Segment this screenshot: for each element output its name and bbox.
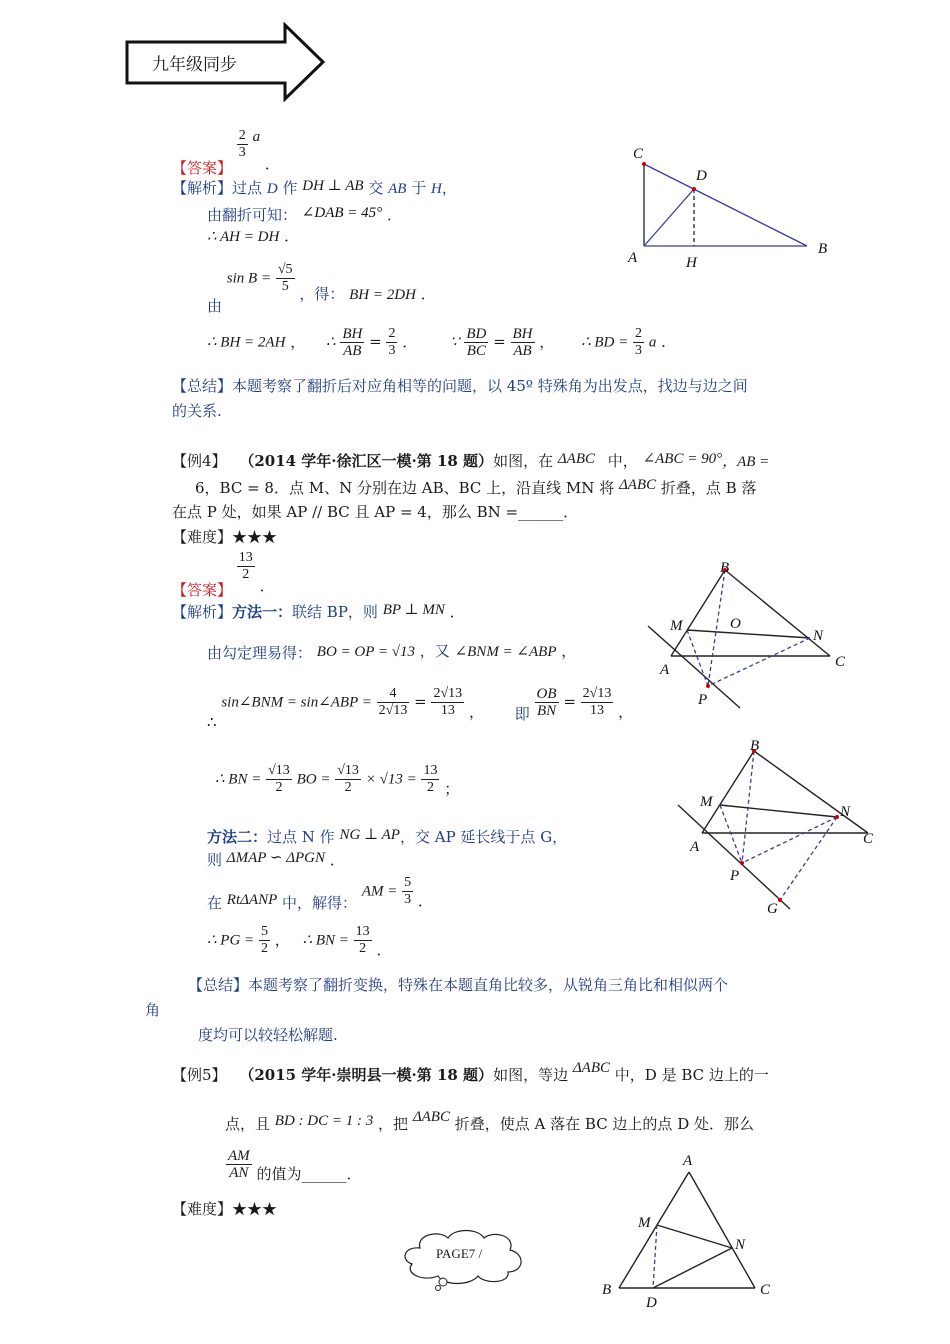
- sin-b-fraction: $\frac{√5}{5}$: [277, 262, 293, 294]
- fig2-label-a: A: [660, 662, 670, 678]
- label-c: C: [633, 146, 644, 162]
- fig3-label-g: G: [767, 901, 778, 917]
- fig3-label-b: B: [750, 738, 760, 754]
- fig3-label-p: P: [730, 868, 740, 884]
- fig4-label-c: C: [760, 1282, 771, 1298]
- example-4-difficulty: 【难度】★★★: [172, 528, 278, 546]
- fig4-label-b: B: [602, 1282, 612, 1298]
- summary-2-line2: 度均可以较轻松解题.: [198, 1026, 338, 1044]
- summary-2: 【总结】本题考察了翻折变换，特殊在本题直角比较多，从锐角三角比和相似两个: [188, 976, 729, 994]
- figure-1-right-triangle: [620, 140, 840, 275]
- fig3-label-m: M: [700, 794, 713, 810]
- analysis-row-4: 由 sin B = $\frac{√5}{5}$ ，得： BH = 2DH ．: [207, 262, 436, 315]
- example-5-line1: 【例5】 （2015 学年·崇明县一模·第 18 题）如图，等边 ΔABC 中，D 是 BC 边上的一: [172, 1060, 769, 1084]
- figure-2-fold: [640, 558, 860, 713]
- example-4-answer: 【答案】 $\frac{13}{2}$ ．: [172, 550, 275, 599]
- analysis-row-3: ∴ AH = DH ．: [207, 227, 300, 245]
- label-a: A: [628, 250, 638, 266]
- example-5-line2: 点，且 BD : DC = 1 : 3 ，把 ΔABC 折叠，使点 A 落在 BC 边上的点 D 处．那么: [225, 1109, 754, 1133]
- fig2-label-b: B: [720, 560, 730, 576]
- example-4-m2-line3: 在 RtΔANP 中，解得： AM = $\frac{5}{3}$ ．: [207, 875, 433, 912]
- page-number: PAGE7 /: [436, 1246, 483, 1261]
- example-4-m2-line2: 则 ΔMAP ∽ ΔPGN ．: [207, 850, 345, 869]
- answer-fraction: $\frac{2}{3}$: [238, 128, 246, 160]
- example-5-line3: $\frac{AM}{AN}$ 的值为______．: [228, 1148, 362, 1183]
- fig3-label-n: N: [840, 804, 851, 820]
- fig4-label-m: M: [638, 1215, 651, 1231]
- fig4-label-d: D: [646, 1295, 657, 1311]
- header-banner: [120, 22, 330, 102]
- summary-2-jiao: 角: [145, 1001, 161, 1019]
- point-c-dot: [642, 162, 646, 166]
- example-4-line2: 6，BC = 8．点 M、N 分别在边 AB、BC 上，沿直线 MN 将 ΔABC 折叠，点 B 落: [195, 477, 757, 497]
- analysis-row-2: 由翻折可知： ∠DAB = 45° ．: [207, 205, 402, 224]
- fig2-label-p: P: [698, 692, 708, 708]
- fig4-label-a: A: [683, 1153, 693, 1169]
- analysis-row-1: 【解析】过点 D 作 DH ⊥ AB 交 AB 于 H，: [172, 178, 457, 197]
- fig3-label-c: C: [863, 831, 874, 847]
- summary-1-line2: 的关系.: [172, 402, 222, 420]
- label-d: D: [696, 168, 707, 184]
- example-4-line3: 在点 P 处，如果 AP // BC 且 AP = 4，那么 BN =______．: [172, 503, 579, 521]
- example-4-line1: 【例4】 （2014 学年·徐汇区一模·第 18 题）如图，在 ΔABC 中， ∠ABC = 90°，AB =: [172, 451, 770, 470]
- figure-3-fold: [670, 735, 885, 920]
- fig3-dot-g: [778, 898, 782, 902]
- summary-1: 【总结】本题考察了翻折后对应角相等的问题，以 45º 特殊角为出发点，找边与边之间: [172, 377, 748, 395]
- figure-4-equilateral: [595, 1150, 785, 1312]
- banner-label: 九年级同步: [152, 55, 237, 75]
- example-4-m1-line2: 由勾定理易得： BO = OP = √13 ，又 ∠BNM = ∠ABP ，: [207, 642, 577, 662]
- example-5-difficulty: 【难度】★★★: [172, 1200, 278, 1218]
- fig2-label-n: N: [813, 628, 824, 644]
- fig2-dot-p: [706, 684, 710, 688]
- fig2-label-m: M: [670, 618, 683, 634]
- example-4-method1: 【解析】方法一：联结 BP，则 BP ⊥ MN ．: [172, 602, 465, 621]
- example-4-m2-line4: ∴ PG = $\frac{5}{2}$ ， ∴ BN = $\frac{13}{2}$ ．: [207, 924, 392, 959]
- fig2-label-c: C: [835, 654, 846, 670]
- answer-row: 【答案】 $\frac{2}{3}$ a ．: [172, 128, 280, 177]
- example-4-m1-line3: ∴ sin∠BNM = sin∠ABP = $\frac{4}{2√13}$ = $\frac{2√13}{13}$ ， 即 $\frac{OB}{BN}$ = $\frac{2√13}{13}$ ，: [207, 686, 634, 731]
- answer-tag: 【答案】: [172, 158, 233, 177]
- example-4-method2: 方法二：过点 N 作 NG ⊥ AP，交 AP 延长线于点 G，: [207, 827, 568, 846]
- fig2-label-o: O: [730, 616, 741, 632]
- example-4-m1-line4: ∴ BN = $\frac{√13}{2}$ BO = $\frac{√13}{2}$ × √13 = $\frac{13}{2}$ ；: [215, 763, 460, 798]
- page-footer-cloud: [398, 1226, 530, 1292]
- point-d-dot: [692, 187, 696, 191]
- fig3-dot-n: [835, 815, 839, 819]
- label-b: B: [818, 241, 828, 257]
- fig4-label-n: N: [735, 1237, 746, 1253]
- fig3-label-a: A: [690, 839, 700, 855]
- analysis-row-5: ∴ BH = 2AH ， ∴ $\frac{BH}{AB}$ = $\frac{2}{3}$ ． ∵ $\frac{BD}{BC}$ = $\frac{BH}{AB}$ ， ∴ BD = $\frac{2}{3}$ a ．: [207, 326, 677, 359]
- label-h: H: [686, 255, 697, 271]
- fig3-dot-p: [740, 861, 744, 865]
